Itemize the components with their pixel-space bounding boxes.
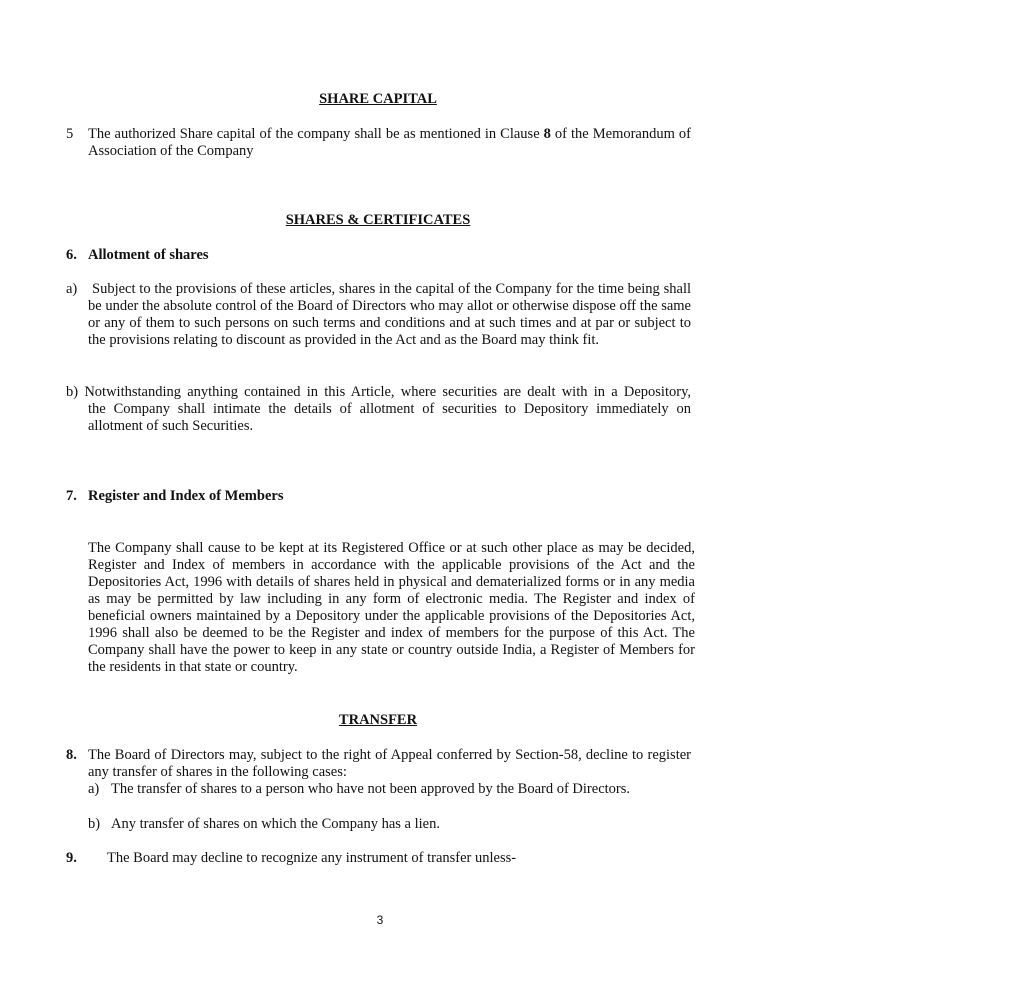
item-6b-text-rest: the Company shall intimate the details of allotment of securities to Depository immediately on allotment of such Securities. bbox=[88, 401, 691, 434]
item-9-number: 9. bbox=[66, 850, 77, 866]
shares-certificates-heading: SHARES & CERTIFICATES bbox=[285, 212, 471, 228]
item-5-text-before: The authorized Share capital of the company shall be as mentioned in Clause bbox=[88, 126, 544, 142]
item-6b-label: b) bbox=[66, 384, 79, 400]
item-6b-first-line bbox=[66, 384, 691, 401]
item-5-text-after: of the Memorandum of Association of the Company bbox=[88, 126, 691, 159]
item-9-text: The Board may decline to recognize any instrument of transfer unless- bbox=[107, 850, 517, 866]
item-8-number: 8. bbox=[66, 747, 77, 763]
item-6a-text: Subject to the provisions of these articles, shares in the capital of the Company for the time being shall be under the absolute control of the Board of Directors who may allot or otherwise dispose off the same or any of them to such persons on such terms and conditions and at such times and at par or subject to the provisions relating to discount as provided in the Act and as the Board may think fit. bbox=[88, 281, 691, 348]
item-8-text: The Board of Directors may, subject to the right of Appeal conferred by Section-58, decline to register any transfer of shares in the following cases: bbox=[88, 747, 691, 780]
item-5-clause-number: 8 bbox=[543, 126, 551, 142]
item-8b-label: b) bbox=[88, 816, 101, 832]
item-8b-text: Any transfer of shares on which the Company has a lien. bbox=[111, 816, 440, 832]
page-number: 3 bbox=[376, 913, 384, 927]
item-6a-label: a) bbox=[66, 281, 78, 297]
item-5-number: 5 bbox=[66, 126, 74, 142]
item-5-text bbox=[88, 126, 691, 160]
item-7-text: The Company shall cause to be kept at its Registered Office or at such other place as may be decided, Register and Index of members in accordance with the applicable provisions of the Act and the Depositories Act, 1996 with details of shares held in physical and dematerialized forms or in any media as may be permitted by law including in any form of electronic media. The Register and index of beneficial owners maintained by a Depository under the applicable provisions of the Depositories Act, 1996 shall also be deemed to be the Register and index of members for the purpose of this Act. The Company shall have the power to keep in any state or country outside India, a Register of Members for the residents in that state or country. bbox=[88, 540, 695, 675]
item-8a-text: The transfer of shares to a person who have not been approved by the Board of Directors. bbox=[111, 781, 631, 797]
item-7-title: Register and Index of Members bbox=[88, 488, 284, 504]
item-6-number: 6. bbox=[66, 247, 77, 263]
item-6b-text-first: Notwithstanding anything contained in this Article, where securities are dealt with in a Depository, bbox=[84, 384, 691, 400]
share-capital-heading: SHARE CAPITAL bbox=[319, 91, 437, 107]
item-6-title: Allotment of shares bbox=[88, 247, 209, 263]
item-8a-label: a) bbox=[88, 781, 100, 797]
transfer-heading: TRANSFER bbox=[338, 712, 418, 728]
item-7-number: 7. bbox=[66, 488, 77, 504]
